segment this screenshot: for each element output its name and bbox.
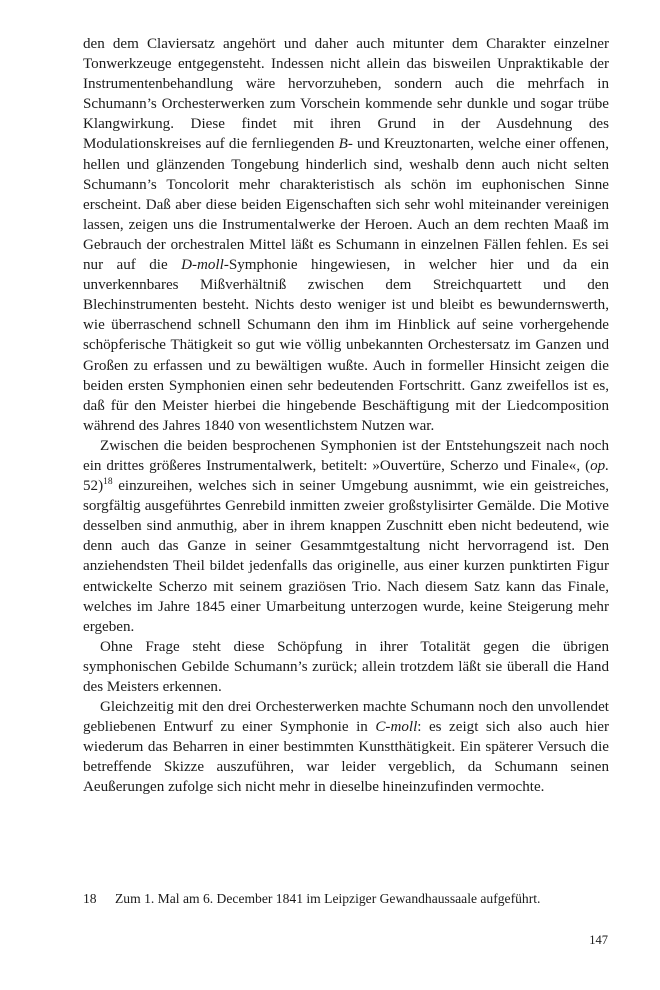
paragraph	[83, 436, 609, 637]
italic-text: C-moll	[375, 719, 418, 736]
text-run: Ohne Frage steht diese Schöpfung in ihrer Totalität gegen die übrigen symphonischen Gebilde Schumann’s zurück; allein trotzdem läßt sie überall die Hand des Meisters erkennen.	[83, 638, 609, 695]
text-run: : es zeigt sich also auch hier wiederum das Beharren in einer bestimmten Kunstthätigkeit. Ein späterer Versuch die betreffende Skizze auszuführen, war leider vergeblich, da Schumann seinen Aeußerungen zufolge sich nicht mehr in dieselbe hineinzufinden vermochte.	[83, 719, 610, 796]
italic-text: B-	[338, 136, 353, 153]
paragraph	[83, 637, 609, 697]
footnote-reference: 18	[103, 477, 113, 488]
text-run: einzureihen, welches sich in seiner Umgebung ausnimmt, wie ein geistreiches, sorgfältig ausgeführtes Genrebild inmitten zweier großstylisirter Gemälde. Die Motive desselben sind anmuthig, aber in ihrem knappen Zuschnitt eben nicht bedeutend, wie denn auch das Ganze in seiner Gesammtgestaltung nicht hervorragend ist. Den anziehendsten Theil bildet jedenfalls das originelle, aus einer kurzen punktirten Figur entwickelte Scherzo mit seinem graziösen Trio. Nach diesem Satz kann das Finale, welches im Jahre 1845 einer Umarbeitung unterzogen wurde, keine Steigerung mehr ergeben.	[83, 478, 609, 635]
footnote-text: Zum 1. Mal am 6. December 1841 im Leipziger Gewandhaussaale aufgeführt.	[115, 891, 541, 906]
footnote	[83, 890, 609, 908]
italic-text: op.	[590, 457, 609, 474]
body-text	[83, 34, 609, 798]
footnote-number: 18	[83, 891, 97, 906]
text-run: den dem Claviersatz angehört und daher auch mitunter dem Charakter einzelner Tonwerkzeuge entgegensteht. Indessen nicht allein das bisweilen Unpraktikable der Instrumentenbehandlung wäre hervorzuheben, sondern auch die mehrfach in Schumann’s Orchesterwerken zum Vorschein kommende sehr dunkle und sogar trübe Klangwirkung. Diese findet mit ihren Grund in der Ausdehnung des Modulationskreises auf die fernliegenden	[83, 36, 609, 153]
paragraph	[83, 34, 609, 436]
paragraph	[83, 697, 609, 797]
text-run: Gleichzeitig mit den drei Orchesterwerken machte Schumann noch den unvollendet gebliebenen Entwurf zu einer Symphonie in	[83, 699, 609, 736]
italic-text: D-moll	[181, 257, 224, 274]
text-run: Zwischen die beiden besprochenen Symphonien ist der Entstehungszeit nach noch ein drittes größeres Instrumentalwerk, betitelt: »Ouvertüre, Scherzo und Finale«, (	[83, 437, 609, 474]
text-run: 52)	[83, 478, 104, 495]
text-run: und Kreuztonarten, welche einer offenen, hellen und glänzenden Tongebung hinderlich sind, weshalb denn auch nicht selten Schumann’s Toncolorit mehr charakteristisch als schön im euphonischen Sinne erscheint. Daß aber diese beiden Eigenschaften sich sehr wohl miteinander vereinigen lassen, zeigen uns die Instrumentalwerke der Heroen. Auch an dem rechten Maaß im Gebrauch der orchestralen Mittel läßt es Schumann in einzelnen Fällen fehlen. Es sei nur auf die	[83, 136, 610, 274]
page-number: 147	[589, 933, 608, 947]
text-run: -Symphonie hingewiesen, in welcher hier und da ein unverkennbares Mißverhältniß zwischen dem Streichquartett und den Blechinstrumenten besteht. Nichts desto weniger ist und bleibt es bewundernswerth, wie überraschend schnell Schumann den ihm im Hinblick auf seine vorhergehende schöpferische Thätigkeit so gut wie völlig unbekannten Orchestersatz im Ganzen und Großen zu erfassen und zu bewältigen wußte. Auch in formeller Hinsicht zeigen die beiden ersten Symphonien einen sehr bedeutenden Fortschritt. Ganz zweifellos ist es, daß für den Meister hierbei die hingebende Beschäftigung mit der Liedcomposition während des Jahres 1840 von wesentlichstem Nutzen war.	[83, 257, 609, 434]
